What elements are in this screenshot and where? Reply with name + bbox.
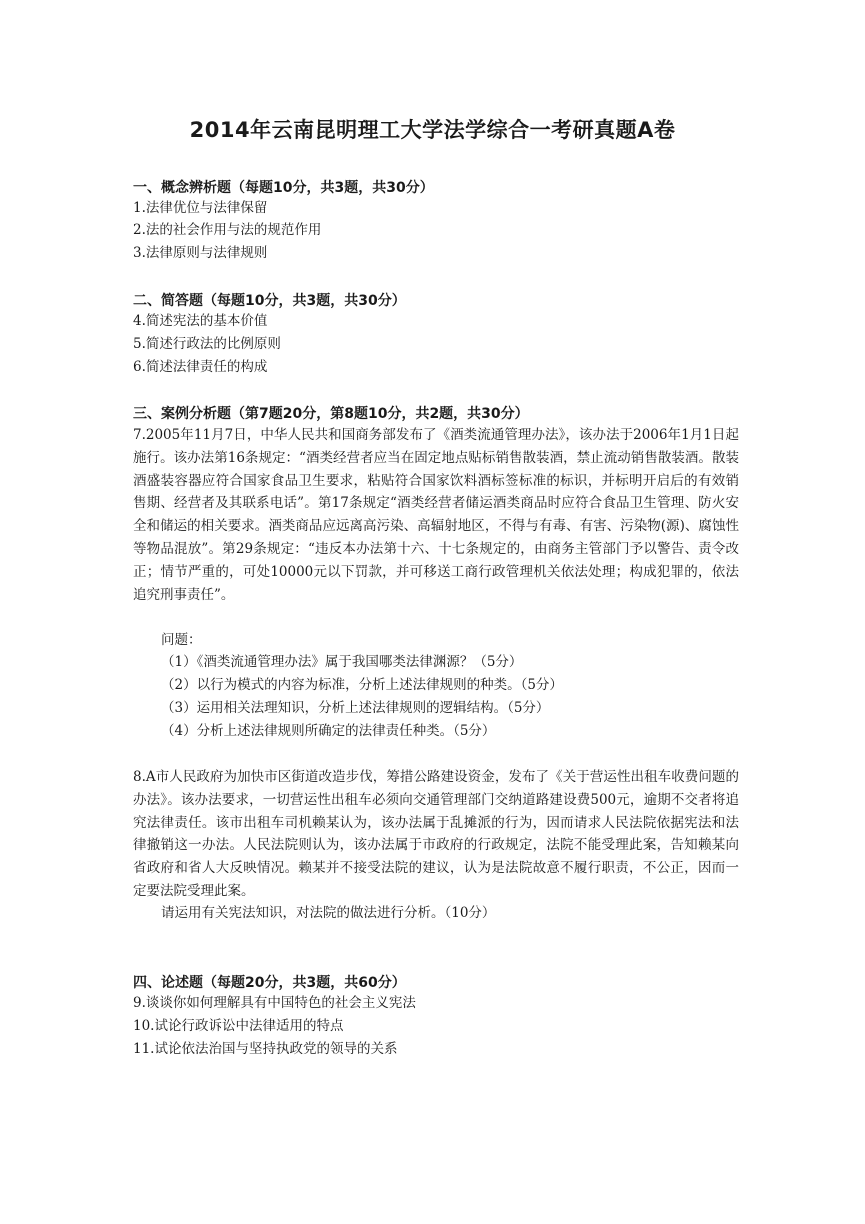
case-question: （2）以行为模式的内容为标准，分析上述法律规则的种类。（5分） [161, 677, 563, 693]
question-item: 2.法的社会作用与法的规范作用 [133, 222, 322, 238]
section-heading-short-answer: 二、简答题（每题10分，共3题，共30分） [133, 293, 406, 309]
question-item: 3.法律原则与法律规则 [133, 245, 268, 261]
case-7-text: 7.2005年11月7日，中华人民共和国商务部发布了《酒类流通管理办法》，该办法于2006年1月1日起施行。该办法第16条规定：“酒类经营者应当在固定地点贴标销售散装酒，禁止流动销售散装酒。散装酒盛装容器应符合国家食品卫生要求，粘贴符合国家饮料酒标签标准的标识，并标明开启后的有效销售期、经营者及其联系电话”。第17条规定“酒类经营者储运酒类商品时应符合食品卫生管理、防火安全和储运的相关要求。酒类商品应远离高污染、高辐射地区，不得与有毒、有害、污染物(源)、腐蚀性等物品混放”。第29条规定：“违反本办法第十六、十七条规定的，由商务主管部门予以警告、责令改正；情节严重的，可处10000元以下罚款，并可移送工商行政管理机关依法处理；构成犯罪的，依法追究刑事责任”。 [133, 427, 739, 603]
questions-label: 问题： [161, 632, 202, 648]
page-title: 2014年云南昆明理工大学法学综合一考研真题A卷 [189, 118, 676, 142]
case-question: （3）运用相关法理知识，分析上述法律规则的逻辑结构。（5分） [161, 700, 550, 716]
case-question: （4）分析上述法律规则所确定的法律责任种类。（5分） [161, 723, 496, 739]
question-item: 9.谈谈你如何理解具有中国特色的社会主义宪法 [133, 995, 416, 1011]
question-item: 10.试论行政诉讼中法律适用的特点 [133, 1018, 344, 1034]
question-item: 6.简述法律责任的构成 [133, 359, 268, 375]
section-heading-essay: 四、论述题（每题20分，共3题，共60分） [133, 975, 406, 991]
case-question: （1）《酒类流通管理办法》属于我国哪类法律渊源？（5分） [161, 654, 523, 670]
section-heading-concepts: 一、概念辨析题（每题10分，共3题，共30分） [133, 180, 434, 196]
question-item: 1.法律优位与法律保留 [133, 200, 268, 216]
question-item: 5.简述行政法的比例原则 [133, 336, 281, 352]
case-8-text: 8.A市人民政府为加快市区街道改造步伐，筹措公路建设资金，发布了《关于营运性出租车收费问题的办法》。该办法要求，一切营运性出租车必须向交通管理部门交纳道路建设费500元，逾期不交者将追究法律责任。该市出租车司机赖某认为，该办法属于乱摊派的行为，因而请求人民法院依据宪法和法律撤销这一办法。人民法院则认为，该办法属于市政府的行政规定，法院不能受理此案，告知赖某向省政府和省人大反映情况。赖某并不接受法院的建议，认为是法院故意不履行职责，不公正，因而一定要法院受理此案。 [133, 769, 739, 899]
section-heading-case-analysis: 三、案例分析题（第7题20分，第8题10分，共2题，共30分） [133, 406, 529, 422]
question-item: 4.简述宪法的基本价值 [133, 313, 268, 329]
case-8-question: 请运用有关宪法知识，对法院的做法进行分析。（10分） [161, 905, 496, 921]
question-item: 11.试论依法治国与坚持执政党的领导的关系 [133, 1041, 398, 1057]
